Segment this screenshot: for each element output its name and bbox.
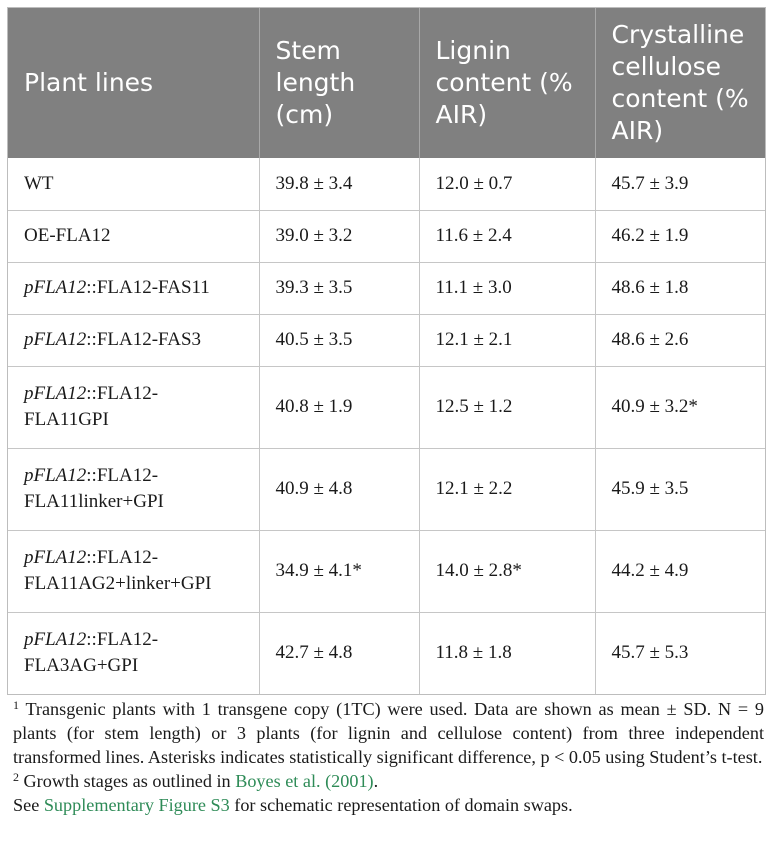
table-row: [8, 366, 765, 448]
table-row: [8, 314, 765, 366]
footnote-2-marker: 2: [13, 770, 19, 784]
table-row: [8, 210, 765, 262]
footnote-1-text: Transgenic plants with 1 transgene copy (1TC) were used. Data are shown as mean ± SD. N = 9 plants (for stem length) or 3 plants (for lignin and cellulose content) from three independent transformed lines. Asterisks indicates statistically significant difference, p < 0.05 using Student’s t-test.: [13, 699, 764, 767]
plant-line-cell: OE-FLA12: [8, 210, 259, 262]
lignin-cell: 11.1 ± 3.0: [419, 262, 595, 314]
table-header-row: [8, 8, 765, 158]
table-footnotes: [7, 697, 764, 817]
table-row: [8, 530, 765, 612]
table-row: [8, 612, 765, 694]
cellulose-cell: 45.9 ± 3.5: [595, 448, 765, 530]
stem-length-cell: 40.8 ± 1.9: [259, 366, 419, 448]
header-lignin-content: Lignin content (% AIR): [419, 8, 595, 158]
footnote-1: [13, 697, 764, 769]
stem-length-cell: 40.9 ± 4.8: [259, 448, 419, 530]
lignin-cell: 14.0 ± 2.8*: [419, 530, 595, 612]
stem-length-cell: 40.5 ± 3.5: [259, 314, 419, 366]
footnote-2: $^2$ Growth stages as outlined in Boyes et al. (2001).: [13, 770, 379, 791]
cellulose-cell: 40.9 ± 3.2*: [595, 366, 765, 448]
stem-length-cell: 39.3 ± 3.5: [259, 262, 419, 314]
results-table-frame: [7, 7, 766, 695]
lignin-cell: 11.6 ± 2.4: [419, 210, 595, 262]
footnote-1-marker: 1: [13, 698, 19, 712]
header-crystalline-cellulose: Crystalline cellulose content (% AIR): [611, 20, 749, 145]
cellulose-cell: 48.6 ± 1.8: [595, 262, 765, 314]
table-row: [8, 158, 765, 210]
lignin-cell: 12.1 ± 2.2: [419, 448, 595, 530]
stem-length-cell: 34.9 ± 4.1*: [259, 530, 419, 612]
plant-line-cell: pFLA12::FLA12- FLA11linker+GPI: [8, 448, 259, 530]
lignin-cell: 11.8 ± 1.8: [419, 612, 595, 694]
plant-line-cell: WT: [8, 158, 259, 210]
supplementary-figure-link[interactable]: Supplementary Figure S3: [43, 795, 230, 815]
cellulose-cell: 48.6 ± 2.6: [595, 314, 765, 366]
table-row: [8, 448, 765, 530]
plant-line-cell: pFLA12::FLA12-FAS11: [8, 262, 259, 314]
cellulose-cell: 45.7 ± 3.9: [595, 158, 765, 210]
stem-length-cell: 39.0 ± 3.2: [259, 210, 419, 262]
plant-line-cell: pFLA12::FLA12- FLA11GPI: [8, 366, 259, 448]
cellulose-cell: 44.2 ± 4.9: [595, 530, 765, 612]
cellulose-cell: 45.7 ± 5.3: [611, 642, 689, 664]
header-stem-length: Stem length (cm): [259, 8, 419, 158]
header-plant-lines: Plant lines: [8, 8, 259, 158]
plant-line-cell: pFLA12::FLA12- FLA3AG+GPI: [8, 612, 259, 694]
plant-line-cell: pFLA12::FLA12-FAS3: [8, 314, 259, 366]
cellulose-cell: 46.2 ± 1.9: [595, 210, 765, 262]
boyes-citation-link[interactable]: Boyes et al. (2001): [235, 771, 374, 791]
footnote-3: See Supplementary Figure S3 for schematic representation of domain swaps.: [13, 795, 573, 815]
plant-line-cell: pFLA12::FLA12- FLA11AG2+linker+GPI: [8, 530, 259, 612]
table-row: [8, 262, 765, 314]
results-table: [8, 8, 765, 694]
stem-length-cell: 42.7 ± 4.8: [259, 612, 419, 694]
stem-length-cell: 39.8 ± 3.4: [259, 158, 419, 210]
lignin-cell: 12.1 ± 2.1: [419, 314, 595, 366]
lignin-cell: 12.5 ± 1.2: [419, 366, 595, 448]
lignin-cell: 12.0 ± 0.7: [419, 158, 595, 210]
